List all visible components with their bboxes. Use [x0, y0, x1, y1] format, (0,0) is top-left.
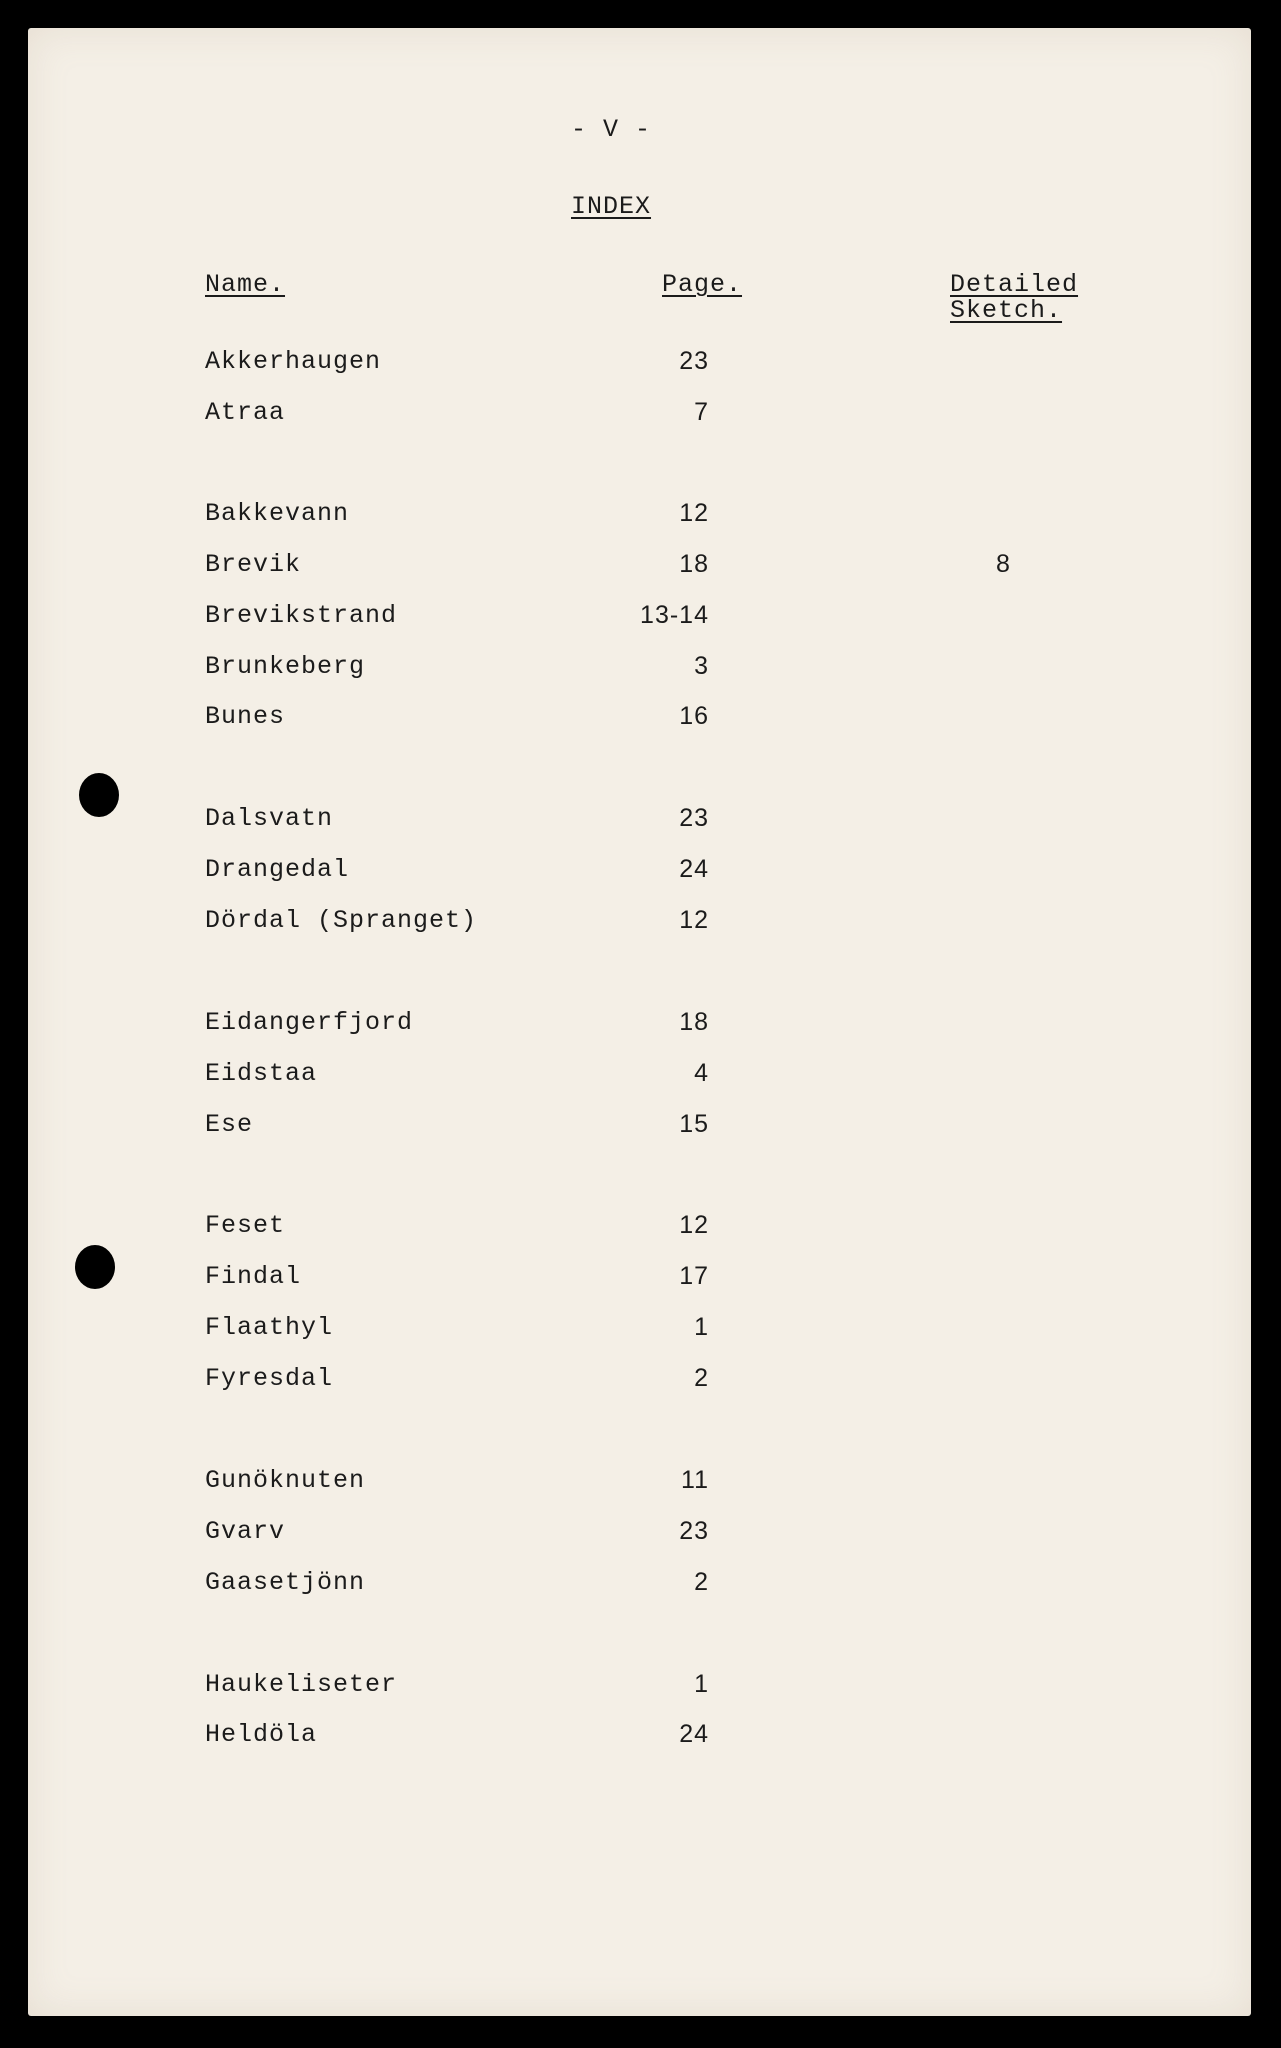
- index-row: [0, 1519, 1281, 1549]
- index-row: [0, 349, 1281, 379]
- entry-name: Ese: [205, 1110, 254, 1139]
- entry-page: 17: [679, 1262, 709, 1290]
- entry-page: 11: [681, 1466, 709, 1494]
- entry-page: 2: [694, 1364, 709, 1392]
- entry-name: Akkerhaugen: [205, 347, 382, 376]
- page-number: - V -: [571, 115, 652, 144]
- entry-name: Brevikstrand: [205, 601, 398, 630]
- index-row: [0, 1213, 1281, 1243]
- entry-name: Heldöla: [205, 1720, 318, 1749]
- index-row: [0, 603, 1281, 633]
- entry-sketch: 8: [996, 550, 1011, 578]
- entry-page: 2: [694, 1568, 709, 1596]
- entry-page: 3: [694, 652, 709, 680]
- entry-page: 12: [679, 906, 709, 934]
- entry-page: 23: [679, 1517, 709, 1545]
- index-row: [0, 1722, 1281, 1752]
- index-title: INDEX: [571, 192, 652, 221]
- index-row: [0, 1570, 1281, 1600]
- entry-page: 7: [694, 398, 709, 426]
- entry-name: Gunöknuten: [205, 1466, 366, 1495]
- column-header-sketch-line1: Detailed: [950, 270, 1079, 299]
- entry-name: Findal: [205, 1262, 302, 1291]
- entry-name: Fyresdal: [205, 1364, 334, 1393]
- entry-page: 15: [679, 1110, 709, 1138]
- entry-page: 16: [679, 702, 709, 730]
- entry-name: Flaathyl: [205, 1313, 334, 1342]
- index-row: [0, 400, 1281, 430]
- entry-page: 1: [694, 1670, 709, 1698]
- entry-page: 24: [679, 1720, 709, 1748]
- index-row: [0, 1672, 1281, 1702]
- entry-name: Brunkeberg: [205, 652, 366, 681]
- entry-name: Drangedal: [205, 855, 350, 884]
- entry-name: Dördal (Spranget): [205, 906, 478, 935]
- entry-page: 12: [679, 1211, 709, 1239]
- entry-name: Eidangerfjord: [205, 1008, 414, 1037]
- index-row: [0, 806, 1281, 836]
- index-row: [0, 857, 1281, 887]
- entry-page: 1: [694, 1313, 709, 1341]
- column-header-sketch-line2: Sketch.: [950, 296, 1063, 325]
- column-header-page: Page.: [662, 270, 743, 299]
- index-row: [0, 1468, 1281, 1498]
- entry-page: 18: [679, 1008, 709, 1036]
- index-row: [0, 1061, 1281, 1091]
- index-row: [0, 1010, 1281, 1040]
- entry-name: Eidstaa: [205, 1059, 318, 1088]
- entry-name: Dalsvatn: [205, 804, 334, 833]
- entry-name: Gaasetjönn: [205, 1568, 366, 1597]
- index-row: [0, 1112, 1281, 1142]
- entry-page: 4: [694, 1059, 709, 1087]
- entry-name: Bakkevann: [205, 499, 350, 528]
- entry-name: Feset: [205, 1211, 286, 1240]
- entry-name: Atraa: [205, 398, 286, 427]
- entry-page: 23: [679, 804, 709, 832]
- index-row: [0, 552, 1281, 582]
- index-row: [0, 1315, 1281, 1345]
- entry-name: Gvarv: [205, 1517, 286, 1546]
- column-header-name: Name.: [205, 270, 286, 299]
- index-row: [0, 654, 1281, 684]
- entry-page: 12: [679, 499, 709, 527]
- entry-page: 24: [679, 855, 709, 883]
- index-row: [0, 908, 1281, 938]
- entry-page: 23: [679, 347, 709, 375]
- index-row: [0, 1264, 1281, 1294]
- entry-page: 13-14: [640, 601, 709, 629]
- entry-name: Bunes: [205, 702, 286, 731]
- entry-name: Haukeliseter: [205, 1670, 398, 1699]
- index-row: [0, 704, 1281, 734]
- index-row: [0, 501, 1281, 531]
- entry-page: 18: [679, 550, 709, 578]
- entry-name: Brevik: [205, 550, 302, 579]
- index-row: [0, 1366, 1281, 1396]
